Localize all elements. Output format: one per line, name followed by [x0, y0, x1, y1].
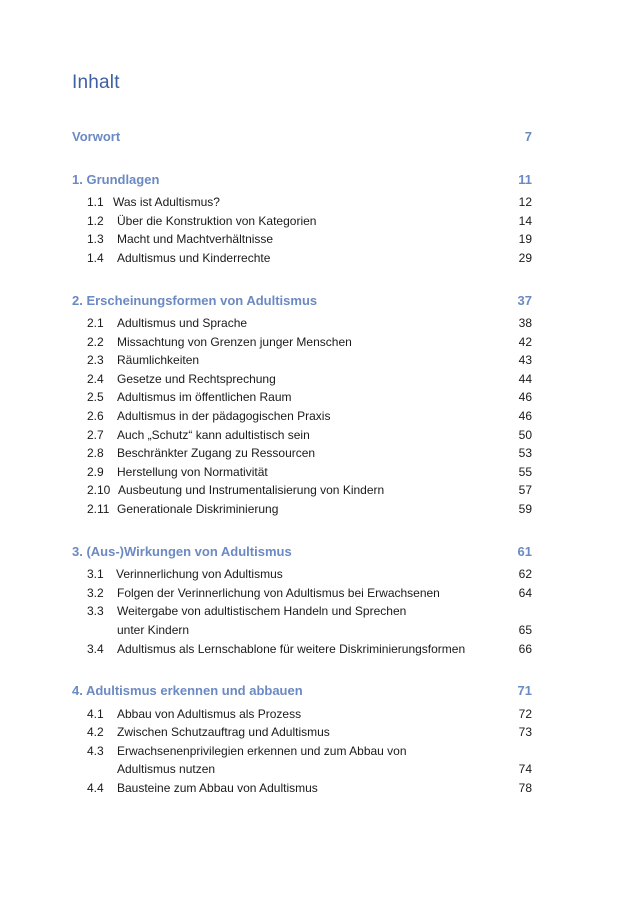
toc-entry-page: 46	[518, 409, 532, 423]
toc-entry-title: Abbau von Adultismus als Prozess	[117, 707, 302, 721]
toc-entry-number: 2.4	[87, 372, 104, 386]
toc-entry-title: Zwischen Schutzauftrag und Adultismus	[117, 725, 330, 739]
toc-entry-page: 19	[518, 232, 532, 246]
toc-entry-title: Folgen der Verinnerlichung von Adultismus bei Erwachsenen	[117, 586, 440, 600]
toc-entry-page: 78	[518, 781, 532, 795]
toc-entry-number: 2.7	[87, 428, 104, 442]
toc-entry-number: 1.1	[87, 195, 104, 209]
toc-entry-number: 1.3	[87, 232, 104, 246]
toc-entry-title: Adultismus im öffentlichen Raum	[117, 390, 292, 404]
toc-entry-page: 55	[518, 465, 532, 479]
toc-entry-page: 65	[518, 623, 532, 637]
toc-entry-title: Missachtung von Grenzen junger Menschen	[117, 335, 352, 349]
toc-heading-page: 61	[517, 544, 532, 559]
toc-heading-label: 1. Grundlagen	[72, 172, 160, 187]
toc-entry-page: 62	[518, 567, 532, 581]
toc-heading-page: 37	[517, 293, 532, 308]
toc-entry-title: Erwachsenenprivilegien erkennen und zum Abbau von	[117, 744, 407, 758]
toc-entry-number: 2.9	[87, 465, 104, 479]
toc-entry-page: 43	[518, 353, 532, 367]
toc-heading-label: Vorwort	[72, 129, 121, 144]
toc-entry-page: 14	[518, 214, 532, 228]
toc-entry-title: Auch „Schutz“ kann adultistisch sein	[117, 428, 310, 442]
toc-entry-title: Adultismus und Kinderrechte	[117, 251, 271, 265]
toc-entry-page: 50	[518, 428, 532, 442]
toc-entry-page: 53	[518, 446, 532, 460]
toc-entry-page: 12	[518, 195, 532, 209]
toc-entry-number: 2.6	[87, 409, 104, 423]
toc-entry-number: 2.1	[87, 316, 104, 330]
toc-entry-page: 42	[518, 335, 532, 349]
toc-entry-title: Verinnerlichung von Adultismus	[116, 567, 283, 581]
toc-entry-number: 2.8	[87, 446, 104, 460]
toc-heading-label: 4. Adultismus erkennen und abbauen	[72, 683, 303, 698]
toc-entry-number: 1.2	[87, 214, 104, 228]
toc-entry-number: 2.10	[87, 483, 111, 497]
toc-entry-number: 3.2	[87, 586, 104, 600]
toc-entry-number: 3.4	[87, 642, 104, 656]
toc-entry-page: 57	[518, 483, 532, 497]
toc-heading-label: 2. Erscheinungsformen von Adultismus	[72, 293, 318, 308]
toc-entry-title: Herstellung von Normativität	[117, 465, 268, 479]
toc-entry-page: 46	[518, 390, 532, 404]
toc-entry-number: 3.1	[87, 567, 104, 581]
toc-entry-page: 59	[518, 502, 532, 516]
toc-entry-title: Bausteine zum Abbau von Adultismus	[117, 781, 318, 795]
toc-entry-title-continued: unter Kindern	[117, 623, 190, 637]
toc-entry-title: Generationale Diskriminierung	[117, 502, 279, 516]
toc-entry-number: 2.2	[87, 335, 104, 349]
toc-entry-number: 4.1	[87, 707, 104, 721]
toc-entry-title: Was ist Adultismus?	[113, 195, 220, 209]
toc-entry-title: Adultismus und Sprache	[117, 316, 248, 330]
toc-heading-page: 11	[518, 172, 532, 187]
toc-entry-title: Weitergabe von adultistischem Handeln und Sprechen	[117, 604, 407, 618]
toc-entry-title: Adultismus in der pädagogischen Praxis	[117, 409, 331, 423]
toc-entry-title: Räumlichkeiten	[117, 353, 200, 367]
toc-entry-page: 64	[518, 586, 532, 600]
toc-entry-page: 66	[518, 642, 532, 656]
toc-entry-title: Macht und Machtverhältnisse	[117, 232, 274, 246]
toc-entry-page: 29	[518, 251, 532, 265]
toc-entry-page: 74	[518, 762, 532, 776]
toc-entry-number: 2.11	[87, 502, 110, 516]
toc-entry-title: Gesetze und Rechtsprechung	[117, 372, 276, 386]
toc-entry-number: 4.2	[87, 725, 104, 739]
toc-entry-title: Über die Konstruktion von Kategorien	[117, 214, 317, 228]
toc-entry-number: 3.3	[87, 604, 104, 618]
toc-heading-page: 7	[524, 129, 532, 144]
toc-entry-page: 72	[518, 707, 532, 721]
toc-entry-number: 2.5	[87, 390, 104, 404]
toc-entry-number: 4.3	[87, 744, 104, 758]
toc-entry-page: 38	[518, 316, 532, 330]
toc-entry-page: 73	[518, 725, 532, 739]
page-title: Inhalt	[72, 72, 120, 93]
toc-entry-number: 4.4	[87, 781, 104, 795]
toc-entry-title: Adultismus als Lernschablone für weitere Diskriminierungsformen	[117, 642, 466, 656]
toc-heading-page: 71	[517, 683, 532, 698]
toc-entry-title: Ausbeutung und Instrumentalisierung von Kindern	[118, 483, 385, 497]
toc-entry-number: 2.3	[87, 353, 104, 367]
toc-entry-number: 1.4	[87, 251, 104, 265]
toc-heading-label: 3. (Aus-)Wirkungen von Adultismus	[72, 544, 292, 559]
toc-entry-title-continued: Adultismus nutzen	[117, 762, 216, 776]
toc-entry-page: 44	[518, 372, 532, 386]
toc-entry-title: Beschränkter Zugang zu Ressourcen	[117, 446, 316, 460]
